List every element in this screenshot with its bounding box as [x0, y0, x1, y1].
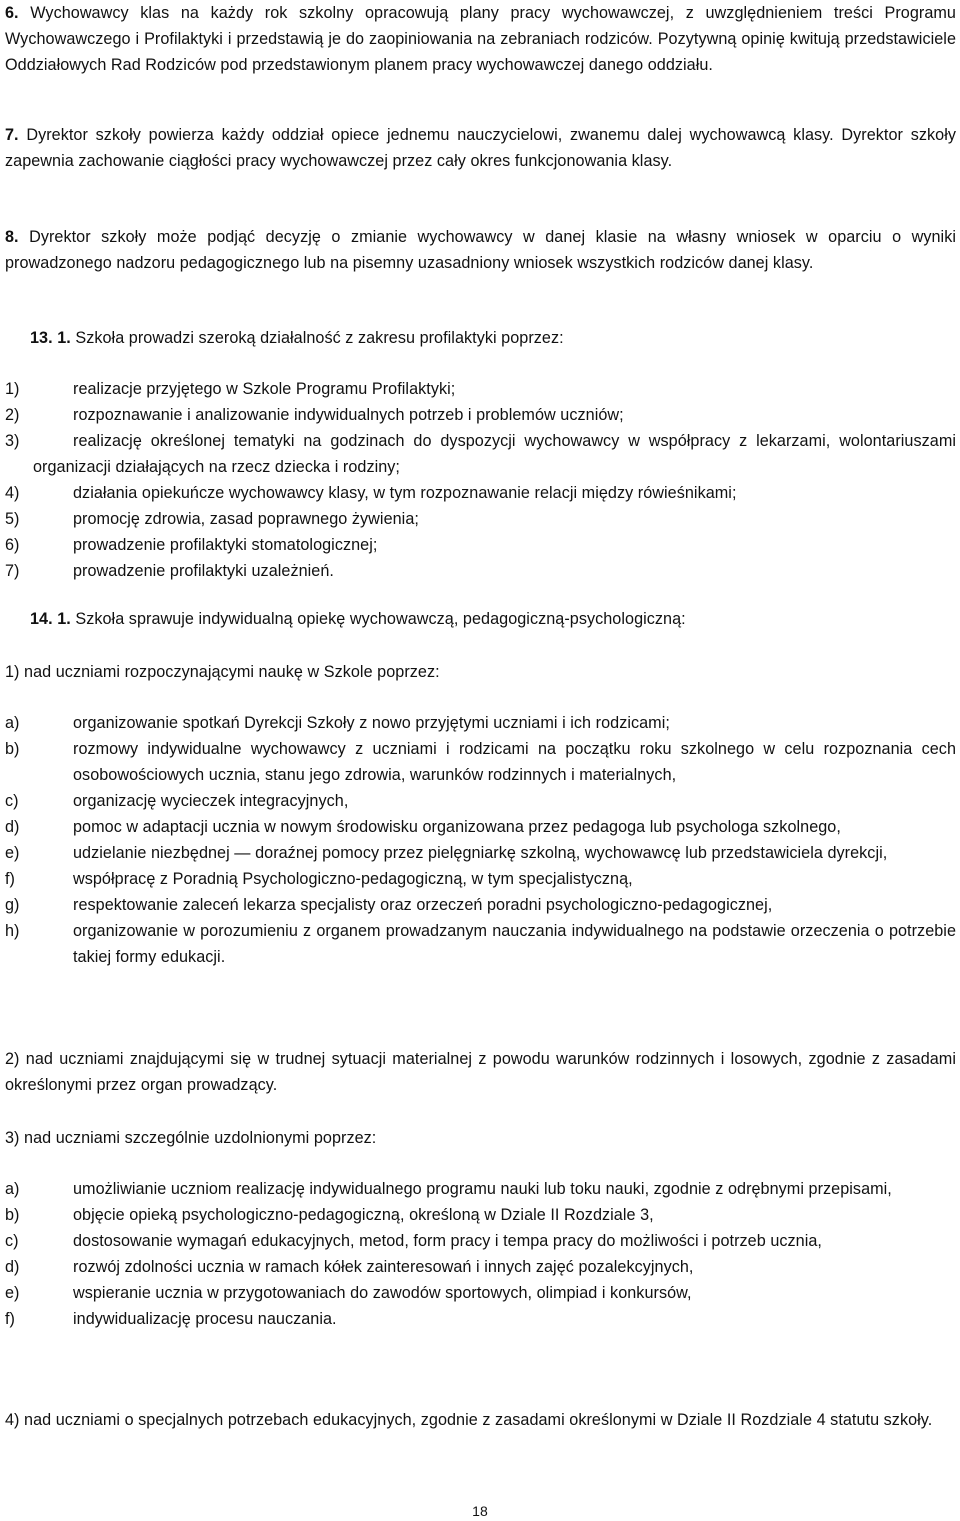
list-item — [5, 558, 956, 584]
list-marker: 6) — [5, 536, 20, 554]
list-marker: 2) — [5, 406, 20, 424]
paragraph-text: Dyrektor szkoły powierza każdy oddział opiece jednemu nauczycielowi, zwanemu dalej wychowawcą klasy. Dyrektor szkoły zapewnia zachowanie ciągłości pracy wychowawczej przez cały okres funkcjonowania klasy. — [5, 126, 956, 170]
section-number: 13. 1. — [30, 329, 71, 347]
list-marker: h) — [5, 922, 20, 940]
list-item-text: realizację określonej tematyki na godzinach do dyspozycji wychowawcy w współpracy z lekarzami, wolontariuszami organizacji działających na rzecz dziecka i rodziny; — [33, 432, 956, 476]
section-13-heading — [30, 325, 564, 351]
subsection-4-paragraph: 4) nad uczniami o specjalnych potrzebach edukacyjnych, zgodnie z zasadami określonymi w Dziale II Rozdziale 4 statutu szkoły. — [5, 1411, 933, 1429]
list-marker: d) — [5, 818, 20, 836]
paragraph-number: 6. — [5, 4, 19, 22]
list-item — [5, 480, 956, 506]
list-marker: f) — [5, 1310, 15, 1328]
list-item — [5, 1280, 956, 1306]
list-item — [5, 892, 956, 918]
section-text: Szkoła sprawuje indywidualną opiekę wychowawczą, pedagogiczną-psychologiczną: — [75, 610, 686, 628]
section-text: Szkoła prowadzi szeroką działalność z zakresu profilaktyki poprzez: — [75, 329, 564, 347]
list-item-text: organizowanie spotkań Dyrekcji Szkoły z nowo przyjętymi uczniami i ich rodzicami; — [73, 714, 670, 732]
list-item — [5, 1202, 956, 1228]
list-item — [5, 376, 956, 402]
list-marker: c) — [5, 792, 19, 810]
list-item — [5, 840, 956, 866]
list-item-text: prowadzenie profilaktyki uzależnień. — [73, 562, 334, 580]
list-item — [5, 710, 956, 736]
list-marker: 5) — [5, 510, 20, 528]
list-item-text: rozpoznawanie i analizowanie indywidualnych potrzeb i problemów uczniów; — [73, 406, 624, 424]
list-marker: 4) — [5, 484, 20, 502]
list-item-text: rozwój zdolności ucznia w ramach kółek zainteresowań i innych zajęć pozalekcyjnych, — [73, 1258, 694, 1276]
list-item-text: współpracę z Poradnią Psychologiczno-pedagogiczną, w tym specjalistyczną, — [73, 870, 633, 888]
new-students-list — [5, 710, 956, 970]
list-marker: f) — [5, 870, 15, 888]
list-marker: a) — [5, 714, 20, 732]
list-item-text: pomoc w adaptacji ucznia w nowym środowisku organizowana przez pedagoga lub psychologa szkolnego, — [73, 818, 841, 836]
profilaktyka-list — [5, 376, 956, 584]
list-item-text: dostosowanie wymagań edukacyjnych, metod, form pracy i tempa pracy do możliwości i potrzeb ucznia, — [73, 1232, 822, 1250]
list-item-text: rozmowy indywidualne wychowawcy z uczniami i rodzicami na początku roku szkolnego w celu rozpoznania cech osobowościowych ucznia, stanu jego zdrowia, warunków rodzinnych i materialnych, — [73, 740, 956, 784]
list-marker: e) — [5, 1284, 20, 1302]
gifted-students-list — [5, 1176, 956, 1332]
paragraph-8 — [5, 224, 956, 276]
list-item — [5, 1306, 956, 1332]
list-item — [5, 866, 956, 892]
list-marker: e) — [5, 844, 20, 862]
list-marker: 7) — [5, 562, 20, 580]
list-item — [5, 1254, 956, 1280]
paragraph-6 — [5, 0, 956, 78]
list-item-text: objęcie opieką psychologiczno-pedagogiczną, określoną w Dziale II Rozdziale 3, — [73, 1206, 654, 1224]
list-item — [5, 814, 956, 840]
subsection-3-heading: 3) nad uczniami szczególnie uzdolnionymi poprzez: — [5, 1129, 377, 1147]
list-marker: a) — [5, 1180, 20, 1198]
list-marker: g) — [5, 896, 20, 914]
subsection-1-heading: 1) nad uczniami rozpoczynającymi naukę w Szkole poprzez: — [5, 663, 440, 681]
list-item — [5, 402, 956, 428]
list-item-text: organizację wycieczek integracyjnych, — [73, 792, 349, 810]
page-number: 18 — [472, 1503, 488, 1519]
list-item — [5, 918, 956, 970]
paragraph-text: Dyrektor szkoły może podjąć decyzję o zmianie wychowawcy w danej klasie na własny wniosek w oparciu o wyniki prowadzonego nadzoru pedagogicznego lub na pisemny uzasadniony wniosek wszystkich rodziców danej klasy. — [5, 228, 956, 272]
list-item — [5, 1228, 956, 1254]
paragraph-text: Wychowawcy klas na każdy rok szkolny opracowują plany pracy wychowawczej, z uwzględnieniem treści Programu Wychowawczego i Profilaktyki i przedstawią je do zaopiniowania na zebraniach rodziców. Pozytywną opinię kwitują przedstawiciele Oddziałowych Rad Rodziców pod przedstawionym planem pracy wychowawczej danego oddziału. — [5, 4, 956, 74]
list-item-text: organizowanie w porozumieniu z organem prowadzanym nauczania indywidualnego na podstawie orzeczenia o potrzebie takiej formy edukacji. — [73, 922, 956, 966]
section-number: 14. 1. — [30, 610, 71, 628]
list-item-text: respektowanie zaleceń lekarza specjalisty oraz orzeczeń poradni psychologiczno-pedagogicznej, — [73, 896, 773, 914]
section-14-heading — [30, 606, 686, 632]
list-marker: b) — [5, 740, 20, 758]
list-item-text: wspieranie ucznia w przygotowaniach do zawodów sportowych, olimpiad i konkursów, — [73, 1284, 692, 1302]
list-item-text: umożliwianie uczniom realizację indywidualnego programu nauki lub toku nauki, zgodnie z odrębnymi przepisami, — [73, 1180, 892, 1198]
list-marker: c) — [5, 1232, 19, 1250]
list-marker: d) — [5, 1258, 20, 1276]
list-item — [5, 532, 956, 558]
list-item-text: realizacje przyjętego w Szkole Programu Profilaktyki; — [73, 380, 456, 398]
list-item — [5, 736, 956, 788]
list-item — [5, 1176, 956, 1202]
list-item-text: działania opiekuńcze wychowawcy klasy, w tym rozpoznawanie relacji między rówieśnikami; — [73, 484, 737, 502]
list-marker: b) — [5, 1206, 20, 1224]
paragraph-7 — [5, 122, 956, 174]
list-item — [5, 788, 956, 814]
paragraph-number: 7. — [5, 126, 19, 144]
list-item-text: indywidualizację procesu nauczania. — [73, 1310, 337, 1328]
list-item-text: prowadzenie profilaktyki stomatologicznej; — [73, 536, 378, 554]
list-item — [5, 428, 956, 480]
list-marker: 1) — [5, 380, 20, 398]
list-item-text: promocję zdrowia, zasad poprawnego żywienia; — [73, 510, 419, 528]
subsection-2-paragraph: 2) nad uczniami znajdującymi się w trudnej sytuacji materialnej z powodu warunków rodzinnych i losowych, zgodnie z zasadami określonymi przez organ prowadzący. — [5, 1050, 956, 1094]
paragraph-number: 8. — [5, 228, 19, 246]
list-marker: 3) — [5, 432, 20, 450]
list-item-text: udzielanie niezbędnej — doraźnej pomocy przez pielęgniarkę szkolną, wychowawcę lub przedstawiciela dyrekcji, — [73, 844, 888, 862]
list-item — [5, 506, 956, 532]
